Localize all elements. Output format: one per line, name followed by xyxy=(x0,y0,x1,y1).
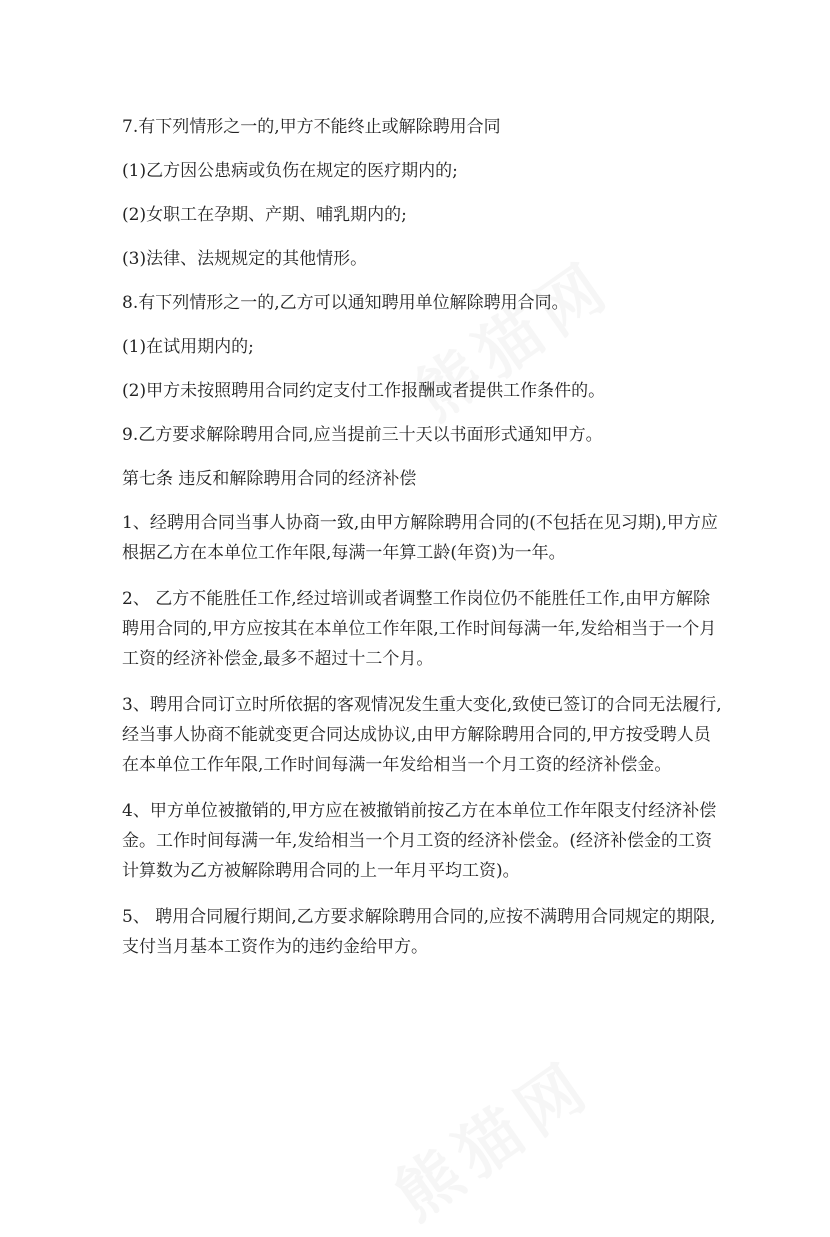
section-heading: 第七条 违反和解除聘用合同的经济补偿 xyxy=(122,469,417,489)
paragraph: 2、 乙方不能胜任工作,经过培训或者调整工作岗位仍不能胜任工作,由甲方解除聘用合同的,甲方应按其在本单位工作年限,工作时间每满一年,发给相当于一个月工资的经济补偿金,最多不超过十二个月。 xyxy=(122,589,717,669)
paragraph: (2)甲方未按照聘用合同约定支付工作报酬或者提供工作条件的。 xyxy=(122,381,606,401)
paragraph: (3)法律、法规规定的其他情形。 xyxy=(122,249,368,269)
watermark xyxy=(374,1035,609,1237)
paragraph: 4、甲方单位被撤销的,甲方应在被撤销前按乙方在本单位工作年限支付经济补偿金。工作时间每满一年,发给相当一个月工资的经济补偿金。(经济补偿金的工资计算数为乙方被解除聘用合同的上一年月平均工资)。 xyxy=(122,801,717,881)
paragraph: (2)女职工在孕期、产期、哺乳期内的; xyxy=(122,205,407,225)
paragraph: 8.有下列情形之一的,乙方可以通知聘用单位解除聘用合同。 xyxy=(122,293,569,313)
paragraph: (1)在试用期内的; xyxy=(122,337,254,357)
paragraph: (1)乙方因公患病或负伤在规定的医疗期内的; xyxy=(122,161,458,181)
paragraph: 5、 聘用合同履行期间,乙方要求解除聘用合同的,应按不满聘用合同规定的期限,支付当月基本工资作为的违约金给甲方。 xyxy=(122,907,716,957)
paragraph: 1、经聘用合同当事人协商一致,由甲方解除聘用合同的(不包括在见习期),甲方应根据乙方在本单位工作年限,每满一年算工龄(年资)为一年。 xyxy=(122,513,718,563)
paragraph: 9.乙方要求解除聘用合同,应当提前三十天以书面形式通知甲方。 xyxy=(122,425,603,445)
paragraph: 7.有下列情形之一的,甲方不能终止或解除聘用合同 xyxy=(122,117,501,137)
paragraph: 3、聘用合同订立时所依据的客观情况发生重大变化,致使已签订的合同无法履行,经当事人协商不能就变更合同达成协议,由甲方解除聘用合同的,甲方按受聘人员在本单位工作年限,工作时间每满一年发给相当一个月工资的经济补偿金。 xyxy=(122,695,722,775)
document-body xyxy=(122,112,722,978)
